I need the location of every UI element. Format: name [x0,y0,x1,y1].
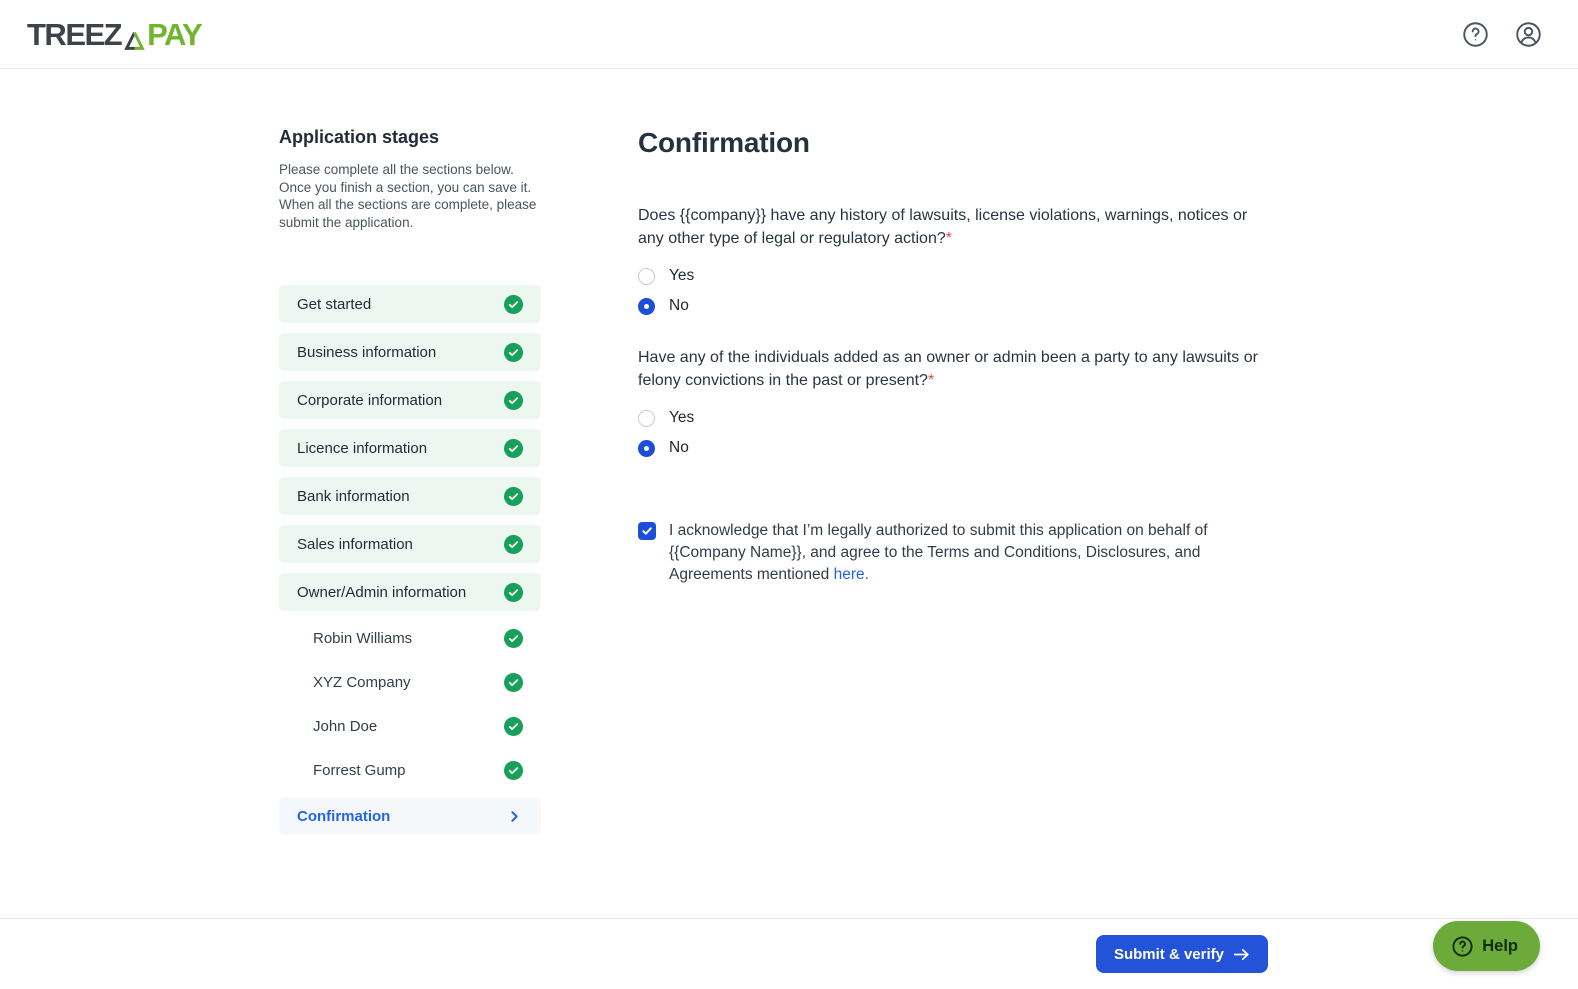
sidebar-item-business-information[interactable] [279,333,541,371]
application-stages-sidebar [279,127,541,918]
question-2-options [638,403,1268,463]
check-icon [641,525,653,537]
sidebar-description: Please complete all the sections below. Once you finish a section, you can save it. When all the sections are complete, please submit the application. [279,162,537,230]
sidebar-item-bank-information[interactable] [279,477,541,515]
chevron-right-icon [508,810,521,823]
radio-unchecked-icon[interactable] [638,410,655,427]
question-lawsuits-company [638,205,1268,250]
sidebar-subitem-forrest-gump[interactable] [279,751,541,789]
question-text: Have any of the individuals added as an owner or admin been a party to any lawsuits or felony convictions in the past or present? [638,349,1258,389]
submit-button-label: Submit & verify [1113,945,1224,963]
subitem-label: Forrest Gump [313,761,406,779]
subitem-label: John Doe [313,717,378,735]
owner-admin-sub-list [279,619,541,789]
help-circle-icon[interactable] [1462,21,1489,48]
confirmation-panel [638,127,1268,918]
acknowledgement-body: I acknowledge that I’m legally authorized to submit this application on behalf of {{Company Name}}, and agree to the Terms and Conditions, Disclosures, and Agreements mentioned [669,522,1208,583]
check-circle-icon [504,629,523,648]
radio-checked-icon[interactable] [638,440,655,457]
required-asterisk: * [927,371,935,389]
submit-and-verify-button[interactable] [1096,935,1268,973]
acknowledgement-row [638,520,1268,586]
help-circle-icon [1451,935,1474,958]
arrow-right-icon [1233,947,1250,962]
subitem-label: XYZ Company [313,673,411,691]
sidebar-item-corporate-information[interactable] [279,381,541,419]
header-actions [1462,21,1542,48]
sidebar-item-get-started[interactable] [279,285,541,323]
treez-triangle-icon [124,30,145,51]
check-circle-icon [504,487,523,506]
terms-here-link[interactable]: here. [833,566,869,583]
treezpay-logo[interactable] [27,16,202,52]
check-circle-icon [504,535,523,554]
stage-label: Sales information [297,535,413,553]
stage-label: Owner/Admin information [297,583,467,601]
help-widget-button[interactable] [1433,921,1540,971]
sidebar-subitem-robin-williams[interactable] [279,619,541,657]
sidebar-item-licence-information[interactable] [279,429,541,467]
radio-unchecked-icon[interactable] [638,268,655,285]
sidebar-title: Application stages [279,127,440,147]
footer-bar [0,918,1578,989]
logo-text-pay: PAY [147,16,202,52]
acknowledgement-text [669,520,1267,586]
acknowledgement-checkbox-checked[interactable] [638,522,656,540]
page-title: Confirmation [638,127,810,158]
sidebar-subitem-xyz-company[interactable] [279,663,541,701]
radio-option-no[interactable] [638,433,1268,463]
radio-checked-icon[interactable] [638,298,655,315]
radio-option-no[interactable] [638,291,1268,321]
sidebar-item-sales-information[interactable] [279,525,541,563]
stage-label: Corporate information [297,391,443,409]
radio-label: No [669,439,689,456]
top-bar [0,0,1578,69]
radio-label: Yes [669,409,695,426]
footer-inner [279,935,1268,973]
check-circle-icon [504,761,523,780]
sidebar-item-confirmation[interactable] [279,797,541,835]
stage-list [279,285,541,835]
logo-text-treez: TREEZ [27,16,122,52]
required-asterisk: * [945,229,952,247]
subitem-label: Robin Williams [313,629,413,647]
radio-label: No [669,297,689,314]
sidebar-subitem-john-doe[interactable] [279,707,541,745]
check-circle-icon [504,343,523,362]
content-area [279,69,1268,918]
check-circle-icon [504,439,523,458]
help-button-label: Help [1482,936,1518,955]
current-stage-label: Confirmation [297,807,391,825]
check-circle-icon [504,295,523,314]
stage-label: Bank information [297,487,410,505]
stage-label: Business information [297,343,437,361]
account-circle-icon[interactable] [1515,21,1542,48]
check-circle-icon [504,391,523,410]
stage-label: Licence information [297,439,428,457]
radio-label: Yes [669,267,695,284]
question-lawsuits-individuals [638,347,1268,392]
check-circle-icon [504,673,523,692]
question-text: Does {{company}} have any history of lawsuits, license violations, warnings, notices or any other type of legal or regulatory action? [638,207,1248,247]
question-1-options [638,261,1268,321]
radio-option-yes[interactable] [638,261,1268,291]
stage-label: Get started [297,295,372,313]
radio-option-yes[interactable] [638,403,1268,433]
check-circle-icon [504,583,523,602]
sidebar-item-owner-admin-information[interactable] [279,573,541,611]
check-circle-icon [504,717,523,736]
